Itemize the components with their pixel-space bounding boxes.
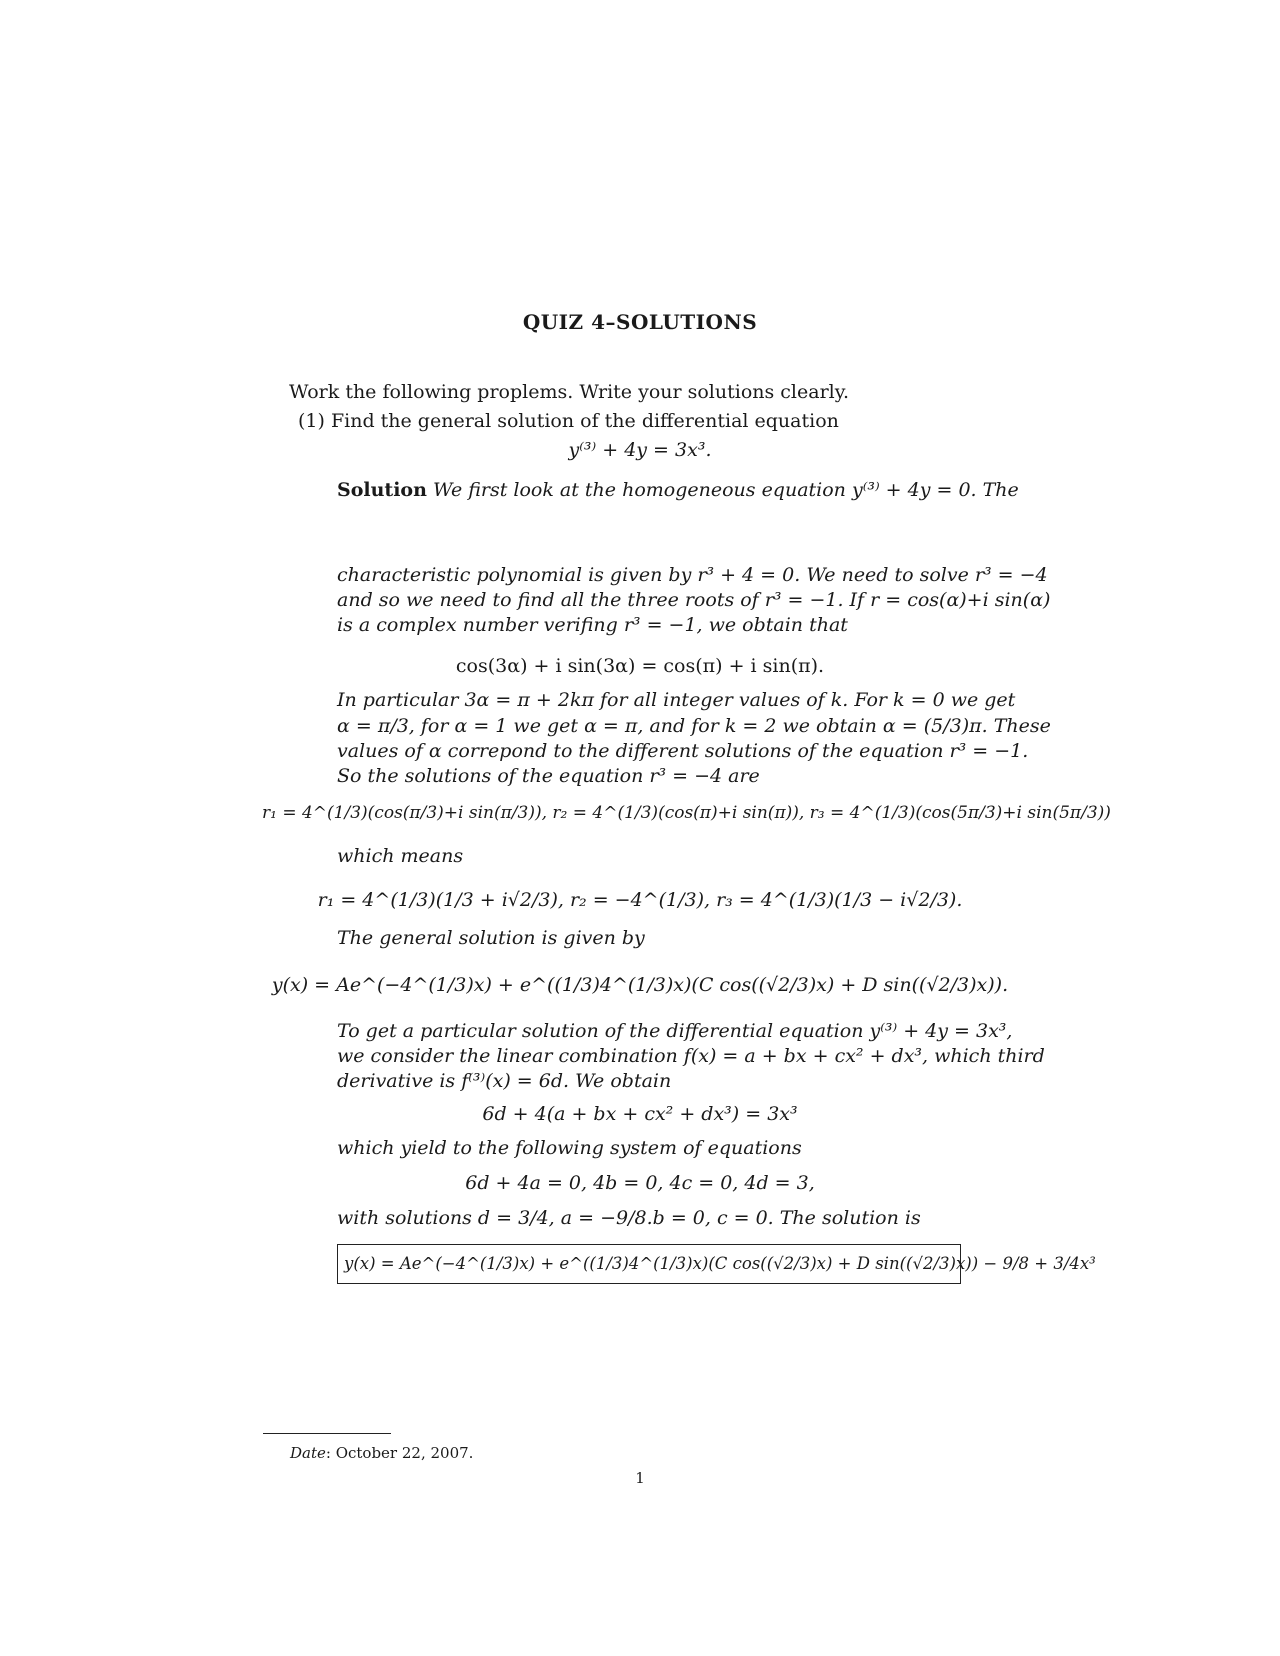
footnote (290, 1444, 473, 1462)
solution-line: with solutions d = 3/4, a = −9/8.b = 0, c = 0. The solution is (337, 1207, 921, 1229)
footnote-text: : October 22, 2007. (325, 1444, 474, 1462)
system-of-equations: 6d + 4a = 0, 4b = 0, 4c = 0, 4d = 3, (465, 1172, 815, 1194)
final-answer: y(x) = Ae^(−4^(1/3)x) + e^((1/3)4^(1/3)x)(C cos((√2/3)x) + D sin((√2/3)x)) − 9/8 + 3/4x³ (344, 1254, 1096, 1273)
page-title: QUIZ 4–SOLUTIONS (522, 310, 758, 334)
roots-equation: r₁ = 4^(1/3)(cos(π/3)+i sin(π/3)), r₂ = 4^(1/3)(cos(π)+i sin(π)), r₃ = 4^(1/3)(cos(5π/3)+i sin(5π/3)) (262, 803, 1111, 823)
solution-line: To get a particular solution of the differential equation y⁽³⁾ + 4y = 3x³, (337, 1020, 1013, 1042)
solution-line: derivative is f⁽³⁾(x) = 6d. We obtain (337, 1070, 672, 1092)
solution-line: which yield to the following system of equations (337, 1137, 802, 1159)
solution-line: and so we need to find all the three roots of r³ = −1. If r = cos(α)+i sin(α) (337, 589, 1051, 611)
solution-line: α = π/3, for α = 1 we get α = π, and for k = 2 we obtain α = (5/3)π. These (337, 715, 1051, 737)
display-equation: cos(3α) + i sin(3α) = cos(π) + i sin(π). (455, 655, 825, 677)
final-answer-box (337, 1244, 1096, 1284)
solution-line: values of α correpond to the different solutions of the equation r³ = −1. (337, 740, 1029, 762)
solution-heading: Solution (337, 479, 427, 501)
solution-line: characteristic polynomial is given by r³ + 4 = 0. We need to solve r³ = −4 (337, 564, 1048, 586)
intro-text: Work the following proplems. Write your solutions clearly. (289, 381, 849, 403)
solution-line: which means (337, 845, 464, 867)
page-number: 1 (635, 1469, 645, 1487)
footnote-label: Date (290, 1444, 326, 1462)
solution-line: In particular 3α = π + 2kπ for all integer values of k. For k = 0 we get (337, 689, 1016, 711)
problem-equation: y⁽³⁾ + 4y = 3x³. (568, 439, 712, 461)
solution-text: We first look at the homogeneous equation y⁽³⁾ + 4y = 0. The (432, 479, 1019, 501)
solution-line: So the solutions of the equation r³ = −4 are (337, 765, 760, 787)
solution-line-1 (337, 478, 1019, 502)
general-solution: y(x) = Ae^(−4^(1/3)x) + e^((1/3)4^(1/3)x)(C cos((√2/3)x) + D sin((√2/3)x)). (271, 974, 1009, 996)
solution-line: The general solution is given by (337, 927, 645, 949)
footnote-rule (263, 1433, 391, 1434)
roots-simplified: r₁ = 4^(1/3)(1/3 + i√2/3), r₂ = −4^(1/3), r₃ = 4^(1/3)(1/3 − i√2/3). (317, 889, 963, 911)
solution-line: is a complex number verifing r³ = −1, we obtain that (337, 614, 848, 636)
display-equation: 6d + 4(a + bx + cx² + dx³) = 3x³ (482, 1103, 798, 1125)
solution-line: we consider the linear combination f(x) = a + bx + cx² + dx³, which third (337, 1045, 1045, 1067)
problem-label: (1) Find the general solution of the differential equation (298, 410, 839, 432)
